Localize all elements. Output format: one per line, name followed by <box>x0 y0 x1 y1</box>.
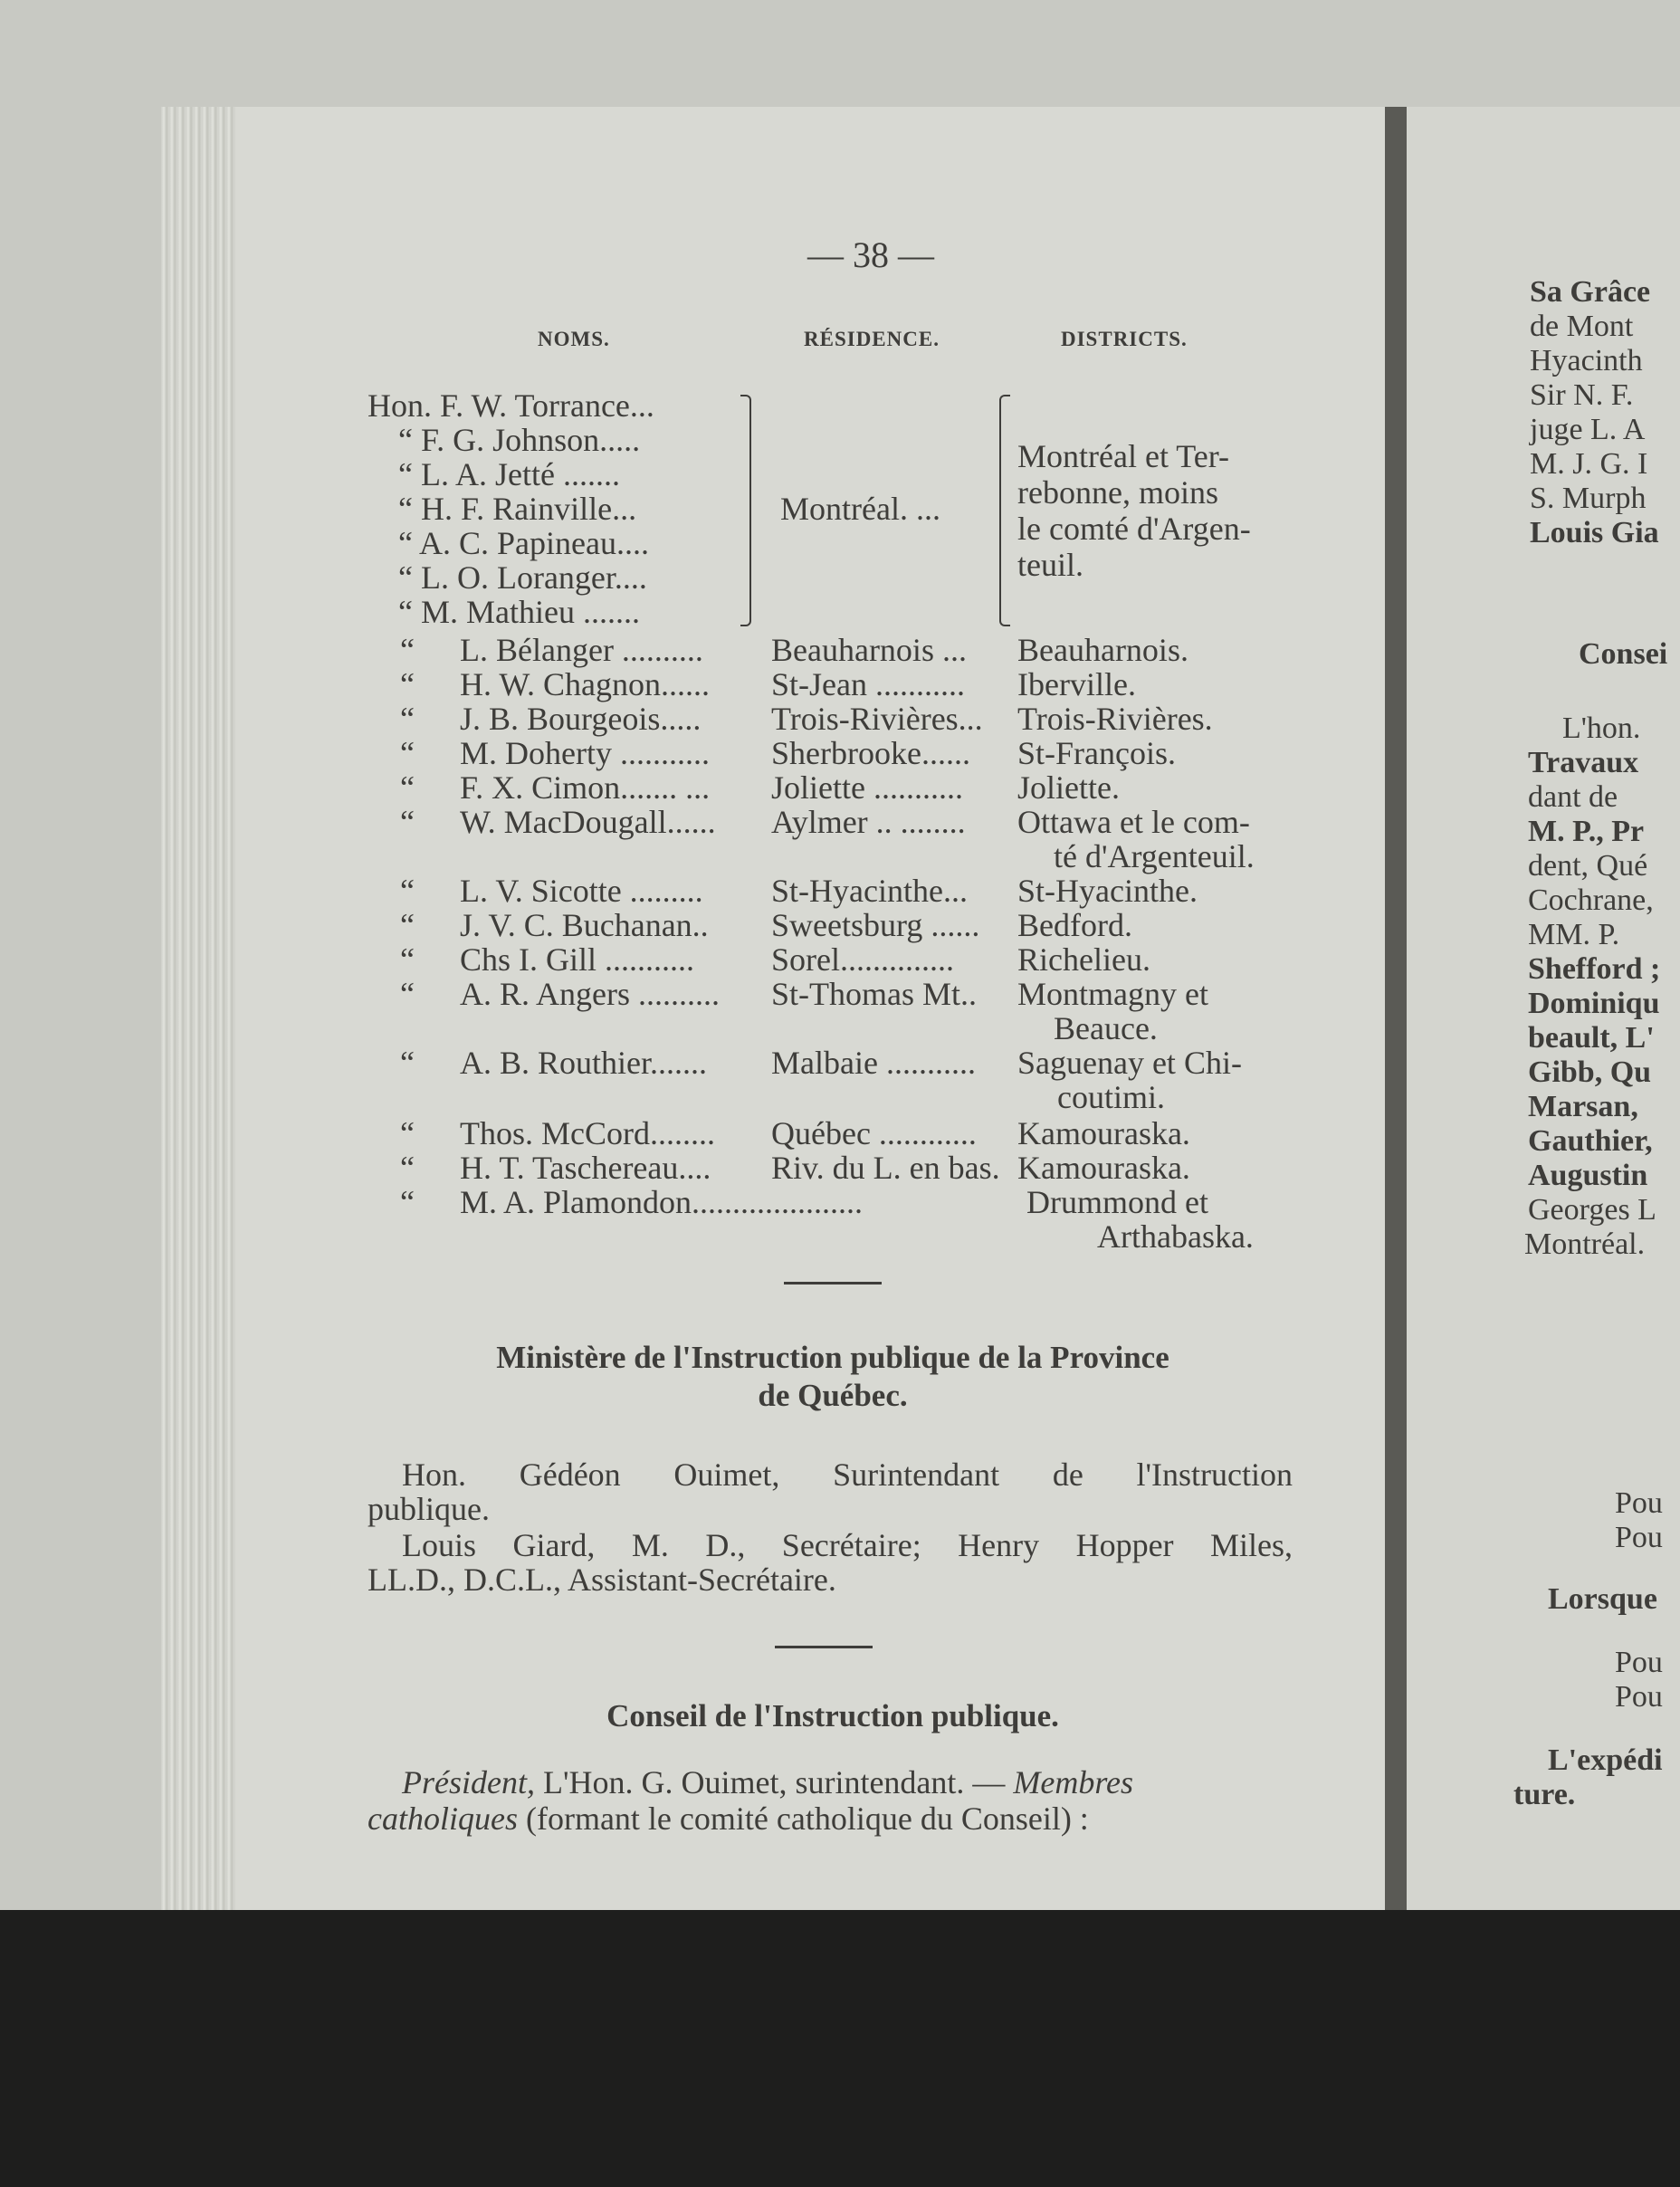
ditto-mark: “ <box>400 804 415 840</box>
judge-name: L. V. Sicotte ......... <box>460 873 703 909</box>
judge-district: Saguenay et Chi- <box>1017 1045 1242 1081</box>
president-label: Président, <box>402 1764 535 1800</box>
judge-district: Ottawa et le com- <box>1017 804 1250 840</box>
ditto-mark: “ <box>400 873 415 909</box>
judge-district-continued: coutimi. <box>1057 1079 1165 1115</box>
page-edges <box>161 107 235 1910</box>
council-heading: Conseil de l'Instruction publique. <box>606 1698 1059 1733</box>
council-president-line <box>402 1765 1293 1800</box>
judge-name: F. X. Cimon....... ... <box>460 769 711 806</box>
judge-residence: Beauharnois ... <box>771 632 967 668</box>
judge-residence: Sorel.............. <box>771 941 954 978</box>
judge-district: Joliette. <box>1017 769 1120 806</box>
judge-district-continued: Arthabaska. <box>1097 1218 1254 1255</box>
right-page-line: dent, Qué <box>1528 849 1648 883</box>
right-page-line: M. P., Pr <box>1528 815 1645 848</box>
judge-residence: Sherbrooke...... <box>771 735 970 771</box>
judge-district: Trois-Rivières. <box>1017 701 1213 737</box>
ditto-mark: “ <box>400 632 415 668</box>
members-label: Membres <box>1013 1764 1134 1800</box>
right-page-line: Travaux <box>1528 746 1639 779</box>
judge-residence: St-Thomas Mt.. <box>771 976 978 1012</box>
judge-name: M. Doherty ........... <box>460 735 710 771</box>
right-page-line: juge L. A <box>1530 413 1646 446</box>
ditto-mark: “ <box>400 1184 415 1220</box>
right-page-line: M. J. G. I <box>1530 447 1648 481</box>
judge-name: “ F. G. Johnson..... <box>398 422 641 458</box>
right-page-line: Georges L <box>1528 1193 1656 1227</box>
ditto-mark: “ <box>400 735 415 771</box>
ditto-mark: “ <box>400 941 415 978</box>
judge-name: H. T. Taschereau.... <box>460 1150 711 1186</box>
section-divider <box>775 1646 873 1648</box>
judge-name: “ L. O. Loranger.... <box>398 559 647 596</box>
president-text: L'Hon. G. Ouimet, surintendant. — <box>534 1764 1006 1800</box>
judge-name: W. MacDougall...... <box>460 804 716 840</box>
ditto-mark: “ <box>400 701 415 737</box>
montreal-district: teuil. <box>1017 547 1083 583</box>
judge-residence: St-Hyacinthe... <box>771 873 968 909</box>
right-page-line: Pou <box>1615 1680 1663 1714</box>
montreal-district: Montréal et Ter- <box>1017 438 1229 474</box>
right-page-line: Shefford ; <box>1528 952 1661 986</box>
right-page-heading: Consei <box>1579 637 1668 671</box>
members-text: (formant le comité catholique du Conseil) : <box>517 1800 1089 1837</box>
right-page-line: Dominiqu <box>1528 987 1660 1020</box>
judge-residence: Malbaie ........... <box>771 1045 976 1081</box>
right-page-line: Marsan, <box>1528 1090 1638 1123</box>
right-page-line: Louis Gia <box>1530 516 1659 549</box>
right-page-line: MM. P. <box>1528 918 1620 951</box>
judge-name: “ A. C. Papineau.... <box>398 525 649 561</box>
right-page-line: dant de <box>1528 780 1618 814</box>
ditto-mark: “ <box>400 976 415 1012</box>
right-page <box>1407 107 1680 1917</box>
superintendent-paragraph-cont: publique. <box>368 1491 490 1527</box>
judge-residence: Québec ............ <box>771 1115 977 1151</box>
montreal-district: le comté d'Argen- <box>1017 511 1251 547</box>
right-page-line: Montréal. <box>1524 1227 1646 1261</box>
right-page-line: Cochrane, <box>1528 883 1654 917</box>
right-page-line: Gibb, Qu <box>1528 1055 1652 1089</box>
right-page-line: de Mont <box>1530 310 1634 343</box>
book-gutter <box>1385 107 1407 1917</box>
secretary-paragraph: Louis Giard, M. D., Secrétaire; Henry Hopper Miles, <box>402 1527 1293 1563</box>
judge-residence: Trois-Rivières... <box>771 701 983 737</box>
right-page-line: beault, L' <box>1528 1021 1655 1055</box>
right-page-line: Lorsque <box>1548 1582 1657 1616</box>
judge-district: Bedford. <box>1017 907 1132 943</box>
superintendent-paragraph: Hon. Gédéon Ouimet, Surintendant de l'Instruction <box>402 1456 1293 1493</box>
judge-name: Chs I. Gill ........... <box>460 941 695 978</box>
judge-district: Montmagny et <box>1017 976 1208 1012</box>
ditto-mark: “ <box>400 1150 415 1186</box>
judge-district: Kamouraska. <box>1017 1115 1190 1151</box>
judge-name: M. A. Plamondon..................... <box>460 1184 864 1220</box>
right-page-line: Hyacinth <box>1530 344 1643 377</box>
judge-name: Thos. McCord........ <box>460 1115 715 1151</box>
catholiques-label: catholiques <box>368 1800 518 1837</box>
judge-residence: St-Jean ........... <box>771 666 965 702</box>
judge-name: J. V. C. Buchanan.. <box>460 907 709 943</box>
right-page-line: L'expédi <box>1548 1743 1663 1777</box>
right-page-line: Sa Grâce <box>1530 275 1651 309</box>
districts-brace <box>999 395 1010 626</box>
right-page-line: ture. <box>1513 1778 1576 1811</box>
column-header-names: NOMS. <box>538 328 610 350</box>
names-brace <box>740 395 751 626</box>
secretary-paragraph-cont: LL.D., D.C.L., Assistant-Secrétaire. <box>368 1561 836 1598</box>
ditto-mark: “ <box>400 1115 415 1151</box>
judge-residence: Riv. du L. en bas. <box>771 1150 1000 1186</box>
judge-name: “ H. F. Rainville... <box>398 491 637 527</box>
judge-district: Drummond et <box>1026 1184 1208 1220</box>
right-page-line: Sir N. F. <box>1530 378 1634 412</box>
judge-name: “ L. A. Jetté ....... <box>398 456 620 492</box>
judge-name: L. Bélanger .......... <box>460 632 703 668</box>
judge-district: Iberville. <box>1017 666 1136 702</box>
ditto-mark: “ <box>400 769 415 806</box>
judge-name: J. B. Bourgeois..... <box>460 701 702 737</box>
judge-name: Hon. F. W. Torrance... <box>368 387 654 424</box>
right-page-line: Pou <box>1615 1646 1663 1679</box>
judge-district: Beauharnois. <box>1017 632 1188 668</box>
council-members-line <box>368 1801 1089 1836</box>
column-header-districts: DISTRICTS. <box>1061 328 1188 350</box>
judge-name: A. R. Angers .......... <box>460 976 720 1012</box>
right-page-line: Pou <box>1615 1486 1663 1520</box>
right-page-line: Augustin <box>1528 1159 1648 1192</box>
judge-name: “ M. Mathieu ....... <box>398 594 640 630</box>
page-number: — 38 — <box>807 234 934 275</box>
right-page-line: Pou <box>1615 1521 1663 1554</box>
ministry-heading-cont: de Québec. <box>758 1378 908 1413</box>
judge-residence: Sweetsburg ...... <box>771 907 980 943</box>
column-header-residence: RÉSIDENCE. <box>804 328 940 350</box>
judge-residence: Aylmer .. ........ <box>771 804 966 840</box>
ministry-heading: Ministère de l'Instruction publique de la Province <box>496 1340 1169 1375</box>
right-page-line: L'hon. <box>1562 711 1641 745</box>
ditto-mark: “ <box>400 1045 415 1081</box>
judge-district-continued: té d'Argenteuil. <box>1054 838 1255 874</box>
judge-district: Richelieu. <box>1017 941 1150 978</box>
ditto-mark: “ <box>400 907 415 943</box>
ditto-mark: “ <box>400 666 415 702</box>
right-page-line: S. Murph <box>1530 482 1647 515</box>
right-page-line: Gauthier, <box>1528 1124 1653 1158</box>
montreal-residence: Montréal. ... <box>780 491 940 527</box>
judge-name: A. B. Routhier....... <box>460 1045 708 1081</box>
scanner-frame <box>0 1910 1680 2187</box>
judge-name: H. W. Chagnon...... <box>460 666 711 702</box>
judge-district: St-Hyacinthe. <box>1017 873 1198 909</box>
judge-district: St-François. <box>1017 735 1176 771</box>
judge-district: Kamouraska. <box>1017 1150 1190 1186</box>
section-divider <box>784 1282 882 1285</box>
montreal-district: rebonne, moins <box>1017 474 1218 511</box>
judge-residence: Joliette ........... <box>771 769 963 806</box>
judge-district-continued: Beauce. <box>1054 1010 1158 1046</box>
